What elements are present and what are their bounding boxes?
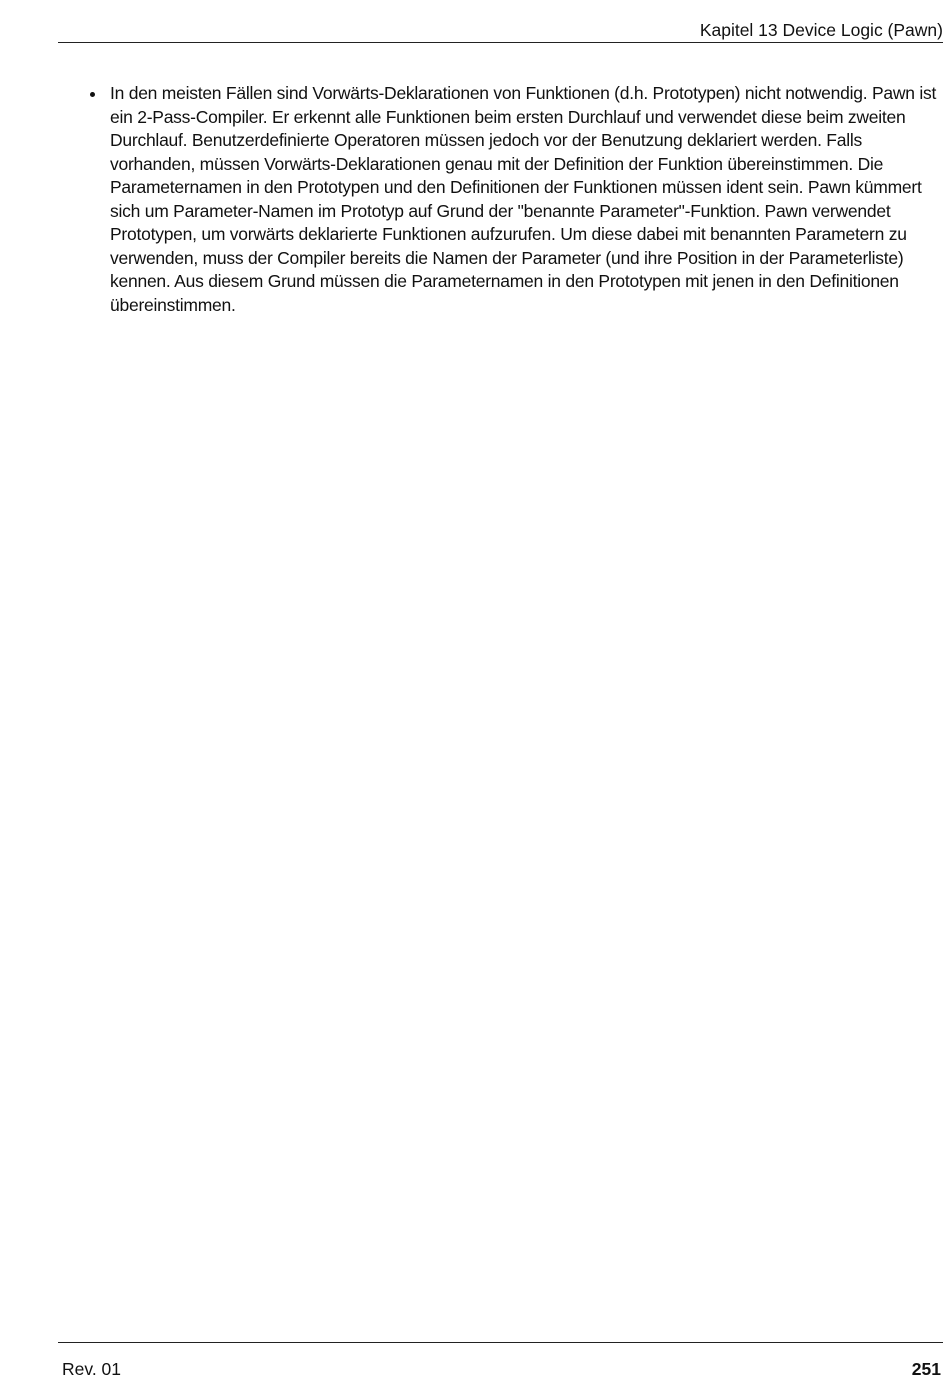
page-header [58,18,943,43]
bullet-list [84,82,944,317]
page-number: 251 [911,1359,941,1379]
chapter-title: Kapitel 13 Device Logic (Pawn) [699,20,943,40]
bullet-text: In den meisten Fällen sind Vorwärts-Deklarationen von Funktionen (d.h. Prototypen) nicht notwendig. Pawn ist ein 2-Pass-Compiler. Er erkennt alle Funktionen beim ersten Durchlauf und verwendet diese beim zweiten Durchlauf. Benutzerdefinierte Operatoren müssen jedoch vor der Benutzung deklariert werden. Falls vorhanden, müssen Vorwärts-Deklarationen genau mit der Definition der Funktion übereinstimmen. Die Parameternamen in den Prototypen und den Definitionen der Funktionen müssen ident sein. Pawn kümmert sich um Parameter-Namen im Prototyp auf Grund der "benannte Parameter"-Funktion. Pawn verwendet Prototypen, um vorwärts deklarierte Funktionen aufzurufen. Um diese dabei mit benannten Parametern zu verwenden, muss der Compiler bereits die Namen der Parameter (und ihre Position in der Parameterliste) kennen. Aus diesem Grund müssen die Parameternamen in den Prototypen mit jenen in den Definitionen übereinstimmen. [110,83,937,315]
page-content [84,82,944,317]
bullet-icon [90,92,95,97]
page-footer [58,1342,943,1380]
revision-label: Rev. 01 [62,1359,122,1379]
list-item [84,82,944,317]
